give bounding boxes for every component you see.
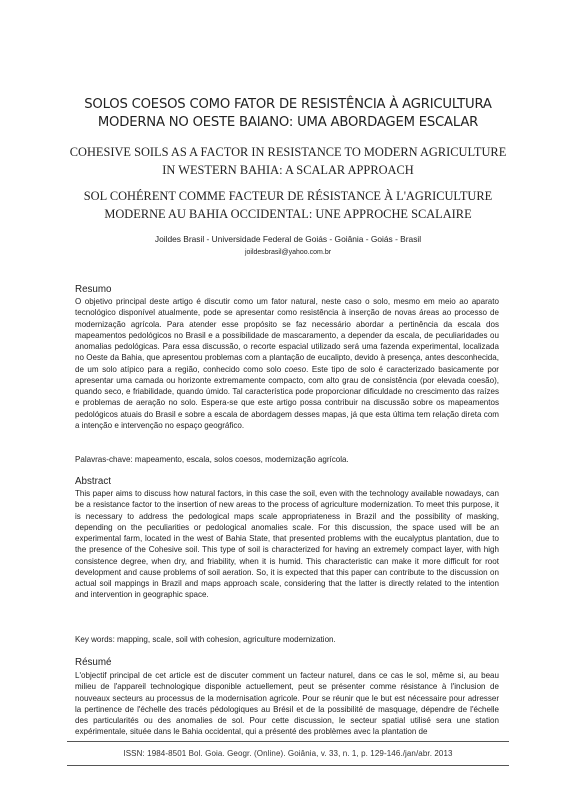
title-portuguese [60,96,516,132]
title-pt-line-2: MODERNA NO OESTE BAIANO: UMA ABORDAGEM ESCALAR [97,115,479,130]
resumo-text-part-1: O objetivo principal deste artigo é discutir como um fator natural, neste caso o solo, mesmo em meio ao aparato tecnológico disponível atualmente, pode se apresentar como resistência à inserção de novas áreas ao processo de modernização agrícola. Para atender esse propósito se faz necessário abordar a pertinência da escala dos mapeamentos pedológicos no Brasil e a possibilidade de mascaramento, a depender da escala, de peculiaridades ou anomalias pedológicas. Para essa discussão, o recorte espacial utilizado será uma fazenda experimental, localizada no Oeste da Bahia, que apresentou problemas com a plantação de eucalipto, devido à presença, antes desconhecida, de um solo atípico para a região, conhecido como solo [75,297,499,374]
title-en-line-2: IN WESTERN BAHIA: A SCALAR APPROACH [162,163,414,177]
author-affiliation: Joildes Brasil - Universidade Federal de Goiás - Goiânia - Goiás - Brasil [154,234,422,244]
author-email: joildesbrasil@yahoo.com.br [244,249,332,256]
resume-heading: Résumé [75,657,112,668]
journal-footer [67,741,509,766]
title-english [60,143,516,179]
resumo-text-part-2: . Este tipo de solo é caracterizado basicamente por apresentar uma camada ou horizonte extremamente compacto, com alto grau de consistência (por elevada coesão), quando seco, e friabilidade, quando úmido. Tal característica pode proporcionar dificuldade no crescimento das raízes e problemas de aeração no solo. Espera-se que este artigo possa contribuir na discussão sobre os mapeamentos pedológicos atuais do Brasil e sobre a escala de abordagem desses mapas, já que esta última tem relação direta com a intenção e intervenção no espaço geográfico. [75,364,499,430]
resumo-keywords: Palavras-chave: mapeamento, escala, solos coesos, modernização agrícola. [75,455,349,464]
journal-citation: ISSN: 1984-8501 Bol. Goia. Geogr. (Online). Goiânia, v. 33, n. 1, p. 129-146./jan/abr. 2013 [123,749,453,758]
abstract-body: This paper aims to discuss how natural factors, in this case the soil, even with the technology available nowadays, can be a resistance factor to the insertion of new areas to the process of agriculture modernization. To meet this purpose, it is necessary to address the pedological maps scale appropriateness in Brazil and the possibility of masking, depending on the peculiarities or pedological anomalies scale. For this discussion, the space used will be an experimental farm, located in the west of Bahia State, that presented problems with the eucalyptus plantation, due to the presence of the Cohesive soil. This type of soil is characterized for having an extremely compact layer, with high consistence degree, when dry, and friability, when it is humid. This characteristic can make it more difficult for root development and cause problems of soil aeration. So, it is expected that this paper can contribute to the discussion on actual soil mappings in Brazil and maps approach scale, considering that the latter is directly related to the intention and intervention in geographic space. [75,489,499,600]
title-french [60,187,516,223]
title-en-line-1: COHESIVE SOILS AS A FACTOR IN RESISTANCE TO MODERN AGRICULTURE [69,145,507,159]
resumo-heading: Resumo [75,284,112,295]
resumo-body [75,296,499,431]
abstract-heading: Abstract [75,476,111,487]
resumo-italic-term: coeso [284,364,307,374]
title-fr-line-2: MODERNE AU BAHIA OCCIDENTAL: UNE APPROCHE SCALAIRE [104,207,472,221]
abstract-keywords: Key words: mapping, scale, soil with cohesion, agriculture modernization. [75,635,336,644]
title-pt-line-1: SOLOS COESOS COMO FATOR DE RESISTÊNCIA À AGRICULTURA [84,97,492,112]
resume-body: L'objectif principal de cet article est de discuter comment un facteur naturel, dans ce cas le sol, même si, au beau milieu de l'appareil technologique disponible actuellement, peut se présenter comme résistance à l'inclusion de nouveaux secteurs au processus de la modernisation agricole. Pour se réunir que le but est nécessaire pour adresser la pertinence de l'échelle des tracés pédologiques au Brésil et de la possibilité de masquage, dépendre de l'échelle des particularités ou des anomalies de sol. Pour cette discussion, le secteur spatial utilisé sera une station expérimentale, située dans le Bahia occidental, qui a présenté des problèmes avec la plantation de [75,671,499,737]
title-fr-line-1: SOL COHÉRENT COMME FACTEUR DE RÉSISTANCE À L'AGRICULTURE [83,189,493,203]
